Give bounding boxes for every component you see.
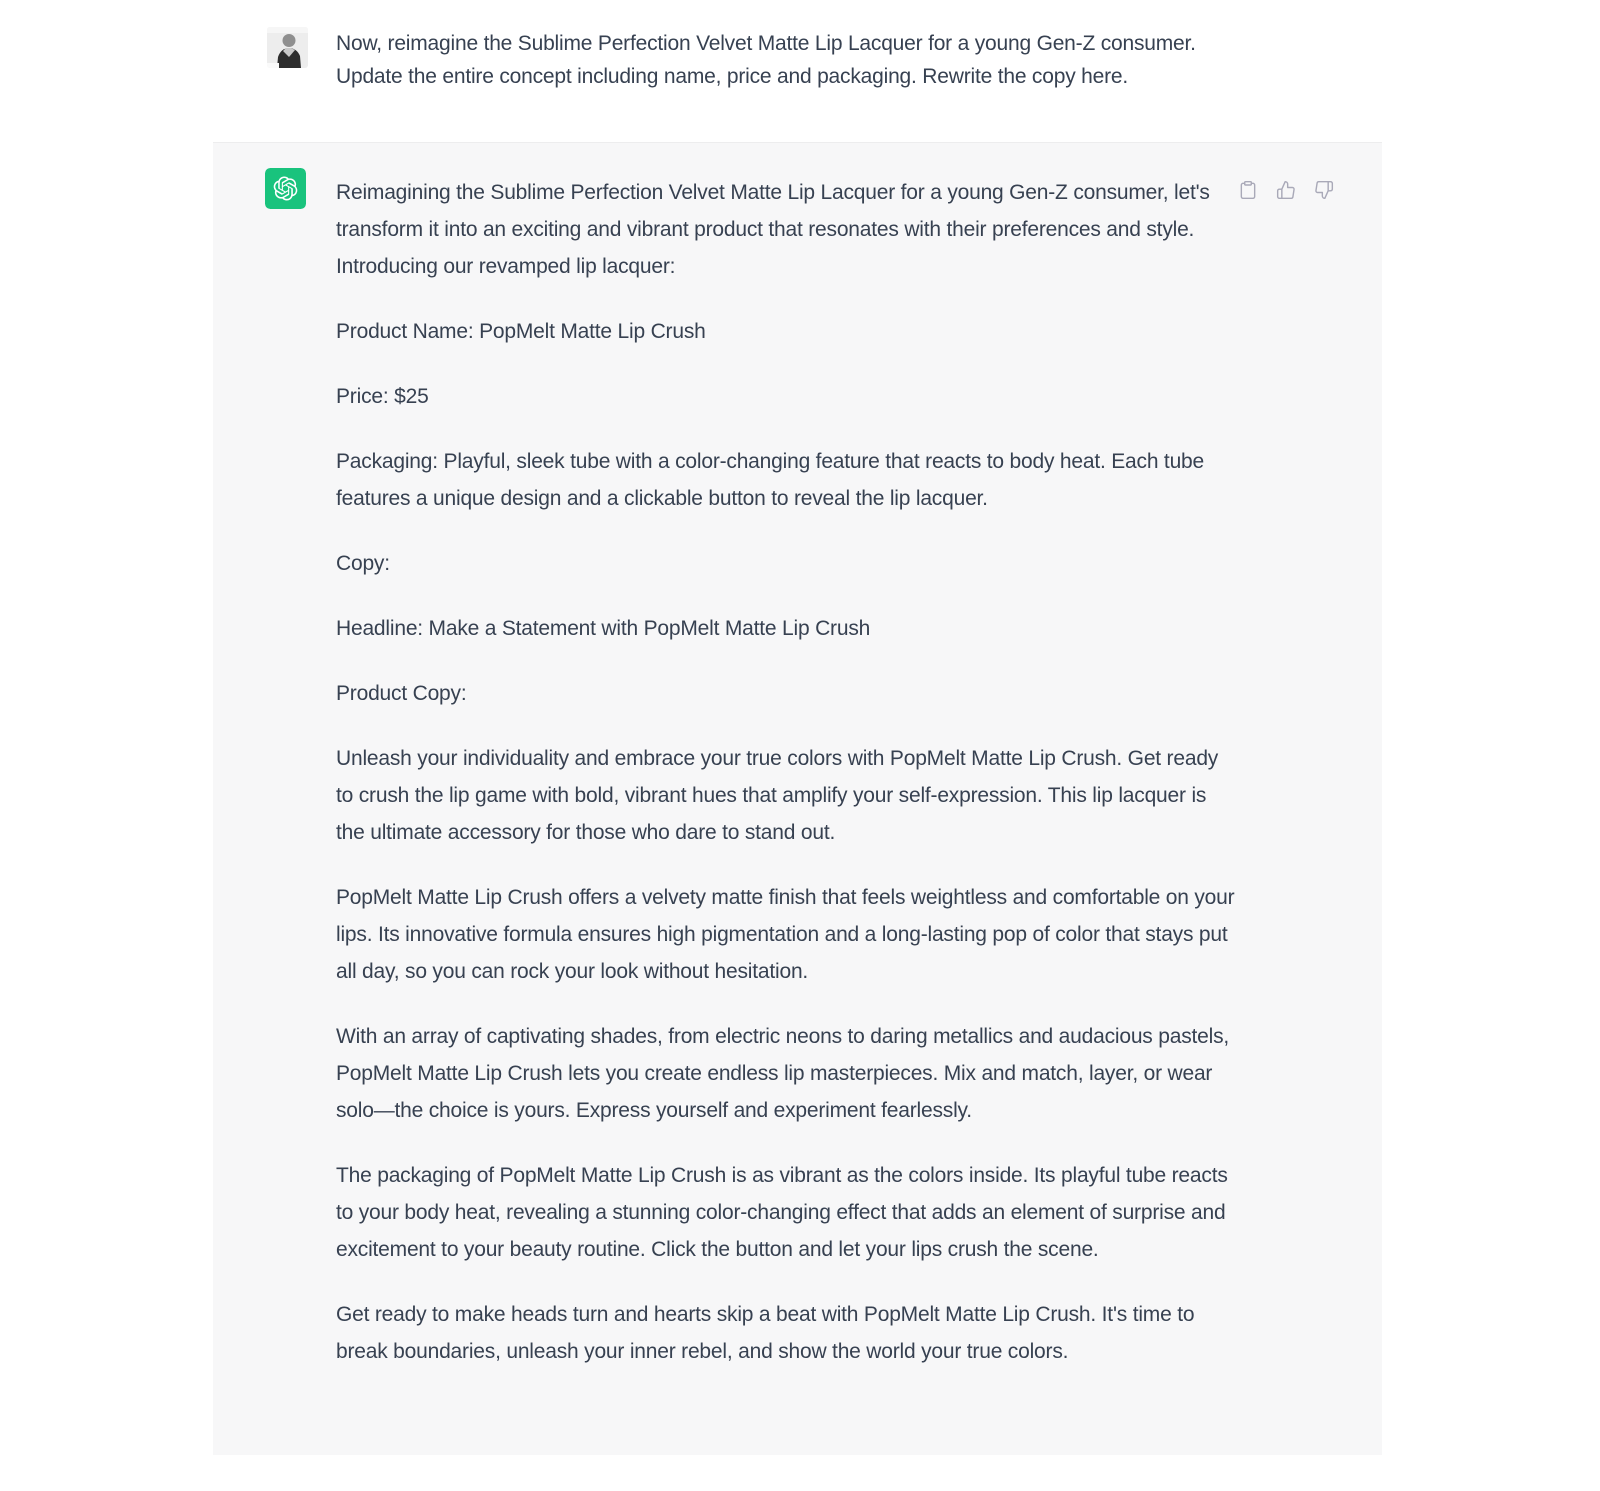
user-photo-icon (267, 27, 308, 68)
thumbs-up-icon (1276, 179, 1296, 201)
thumbs-down-icon (1314, 179, 1334, 201)
assistant-paragraph: Packaging: Playful, sleek tube with a color-changing feature that reacts to body heat. Each tube features a unique design and a clickable button to reveal the lip lacquer. (336, 450, 1205, 510)
message-actions (1238, 179, 1334, 201)
assistant-paragraph: Product Name: PopMelt Matte Lip Crush (336, 320, 706, 343)
assistant-paragraph: Reimagining the Sublime Perfection Velvet Matte Lip Lacquer for a young Gen-Z consumer, let's transform it into an exciting and vibrant product that resonates with their preferences and style. Introducing our revamped lip lacquer: (336, 181, 1210, 278)
thumbs-up-button[interactable] (1276, 179, 1296, 201)
assistant-paragraph: Unleash your individuality and embrace your true colors with PopMelt Matte Lip Crush. Get ready to crush the lip game with bold, vibrant hues that amplify your self-expression. This lip lacquer is the ultimate accessory for those who dare to stand out. (336, 747, 1219, 844)
assistant-paragraph: Headline: Make a Statement with PopMelt Matte Lip Crush (336, 617, 871, 640)
assistant-paragraph: The packaging of PopMelt Matte Lip Crush is as vibrant as the colors inside. Its playful tube reacts to your body heat, revealing a stunning color-changing effect that adds an element of surprise and excitement to your beauty routine. Click the button and let your lips crush the scene. (336, 1164, 1228, 1261)
assistant-paragraph: With an array of captivating shades, from electric neons to daring metallics and audacious pastels, PopMelt Matte Lip Crush lets you create endless lip masterpieces. Mix and match, layer, or wear solo—the choice is yours. Express yourself and experiment fearlessly. (336, 1025, 1230, 1122)
user-message-row (0, 0, 1600, 93)
thumbs-down-button[interactable] (1314, 179, 1334, 201)
assistant-paragraph: Get ready to make heads turn and hearts skip a beat with PopMelt Matte Lip Crush. It's time to break boundaries, unleash your inner rebel, and show the world your true colors. (336, 1303, 1195, 1363)
assistant-paragraph: PopMelt Matte Lip Crush offers a velvety matte finish that feels weightless and comfortable on your lips. Its innovative formula ensures high pigmentation and a long-lasting pop of color that stays put all day, so you can rock your look without hesitation. (336, 886, 1235, 983)
assistant-paragraph: Copy: (336, 552, 390, 575)
assistant-message-text (336, 168, 1236, 1370)
assistant-message-row (213, 142, 1382, 1455)
assistant-paragraph: Price: $25 (336, 385, 429, 408)
user-avatar (267, 27, 308, 68)
user-message-text: Now, reimagine the Sublime Perfection Velvet Matte Lip Lacquer for a young Gen-Z consumer. Update the entire concept including name, price and packaging. Rewrite the copy here. (336, 32, 1196, 88)
chatgpt-logo-icon (265, 168, 306, 209)
copy-icon (1238, 179, 1258, 201)
assistant-paragraph: Product Copy: (336, 682, 467, 705)
copy-button[interactable] (1238, 179, 1258, 201)
